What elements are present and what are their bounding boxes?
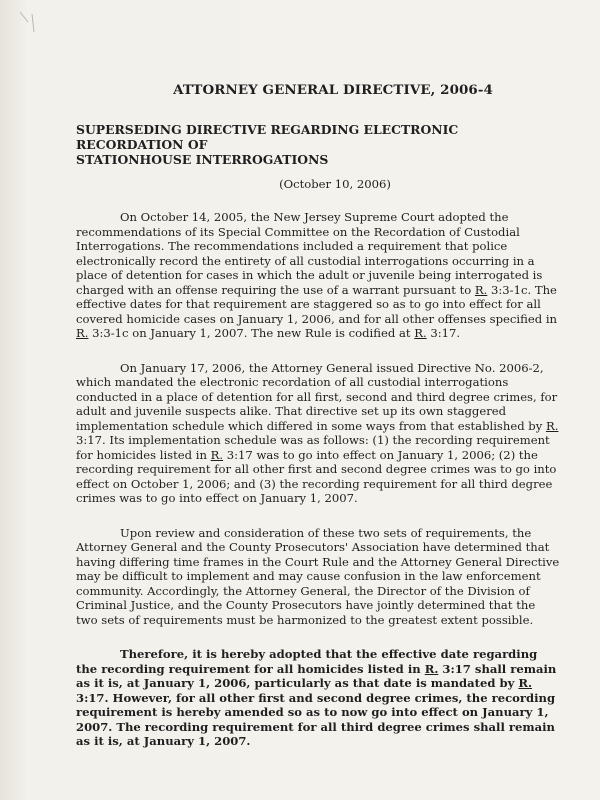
text-run: 3:17 shall remain as it is, at January 1, 2006, particularly as that date is mandated by [76,661,557,690]
rule-reference: R. [76,326,89,340]
directive-date: (October 10, 2006) [279,177,391,191]
rule-reference: R. [210,447,224,462]
directive-title: ATTORNEY GENERAL DIRECTIVE, 2006-4 [173,82,493,98]
text-run: On October 14, 2005, the New Jersey Supreme Court adopted the recommendations of its Special Committee on the Recordation of Custodial Interrogations. The recommendations included a requirement that police electronically record the entirety of all custodial interrogations occurring in a place of detention for cases in which the adult or juvenile being interrogated is charged with an offense requiring the use of a warrant pursuant to [76,210,543,297]
rule-reference: R. [474,282,488,297]
subtitle-line-1: SUPERSEDING DIRECTIVE REGARDING ELECTRONIC RECORDATION OF [76,122,459,152]
rule-reference: R. [545,418,559,433]
text-run: 3:17 was to go into effect on January 1, 2006; (2) the recording requirement for all other first and second degree crimes was to go into effect on October 1, 2006; and (3) the recording requirement for all third degree crimes was to go into effect on January 1, 2007. [76,447,557,505]
rule-reference: R. [518,676,533,690]
text-run: Therefore, it is hereby adopted that the effective date regarding the recording requirement for all homicides listed in [76,647,538,676]
text-run: 3:17. Its implementation schedule was as follows: (1) the recording requirement for homicides listed in [76,433,550,462]
paragraph-4 [76,647,560,749]
scan-artifact-icon [18,10,38,36]
rule-reference: R. [424,661,439,676]
paragraph-3: Upon review and consideration of these two sets of requirements, the Attorney General and the County Prosecutors' Association have determined that having differing time frames in the Court Rule and the Attorney General Directive may be difficult to implement and may cause confusion in the law enforcement community. Accordingly, the Attorney General, the Director of the Division of Criminal Justice, and the County Prosecutors have jointly determined that the two sets of requirements must be harmonized to the greatest extent possible. [76,525,560,627]
text-run: 3:3-1c on January 1, 2007. The new Rule is codified at [88,326,415,340]
text-run: 3:3-1c. The effective dates for that requirement are staggered so as to go into effect for all covered homicide cases on January 1, 2006, and for all other offenses specified in [76,282,557,326]
directive-subtitle [76,122,560,167]
rule-reference: R. [414,326,427,340]
paragraph-1 [76,210,560,341]
text-run: 3:17. [426,326,461,340]
text-run: 3:17. However, for all other first and second degree crimes, the recording requirement is hereby amended so as to now go into effect on January 1, 2007. The recording requirement for all third degree crimes shall remain as it is, at January 1, 2007. [76,690,556,748]
paragraph-2 [76,361,560,506]
subtitle-line-2: STATIONHOUSE INTERROGATIONS [76,152,329,167]
text-run: On January 17, 2006, the Attorney General issued Directive No. 2006-2, which mandated the electronic recordation of all custodial interrogations conducted in a place of detention for all first, second and third degree crimes, for adult and juvenile suspects alike. That directive set up its own staggered implementation schedule which differed in some ways from that established by [76,360,558,433]
